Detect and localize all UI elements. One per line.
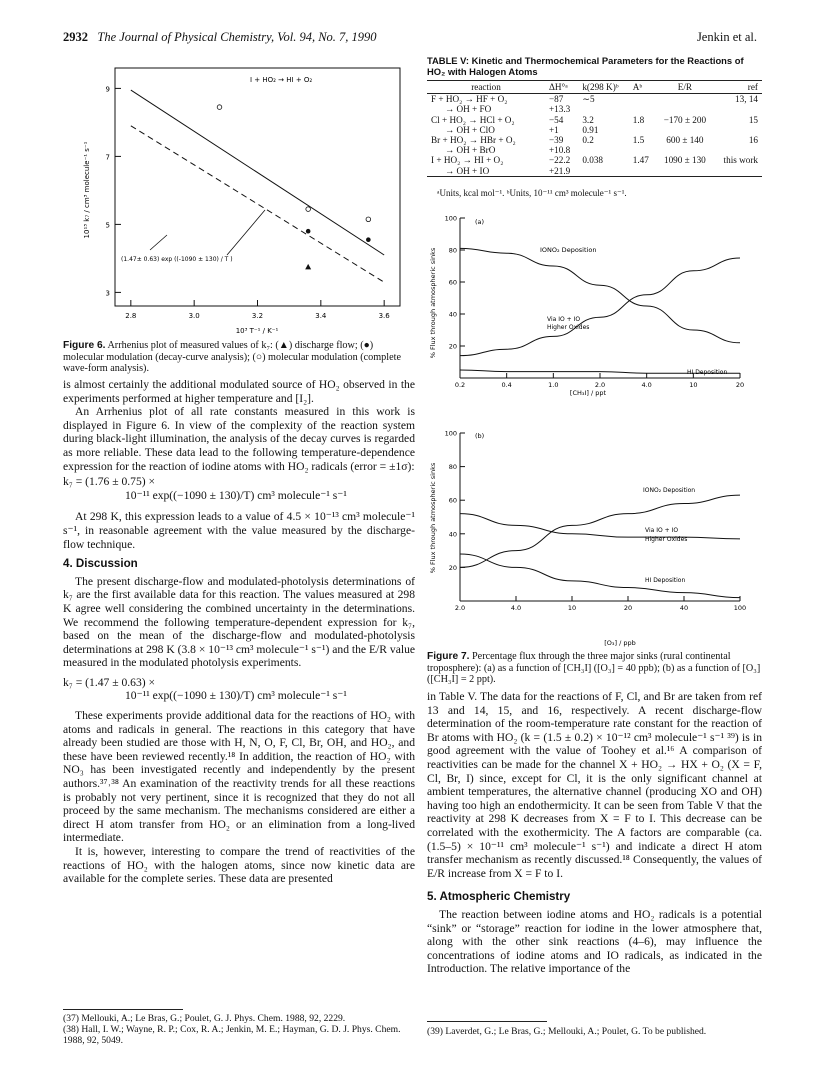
x-tick-label: 100	[733, 604, 747, 612]
table-cell: → OH + BrO	[445, 145, 496, 156]
x-tick-label: 10	[567, 604, 577, 612]
footnote: (37) Mellouki, A.; Le Bras, G.; Poulet, G. J. Phys. Chem. 1988, 92, 2229.	[63, 1013, 346, 1024]
table-cell	[656, 166, 713, 177]
table-cell	[629, 166, 656, 177]
panel-b-series-line-0	[460, 495, 740, 567]
equation-line: 10⁻¹¹ exp((−1090 ± 130)/T) cm³ molecule⁻¹ s⁻¹	[125, 488, 347, 502]
table-cell: +1	[549, 124, 559, 135]
footnote: (38) Hall, I. W.; Wayne, R. P.; Cox, R. A.; Jenkin, M. E.; Hayman, G. D. J. Phys. Chem. 1988, 92, 5049.	[63, 1024, 401, 1046]
table-cell: → OH + FO	[445, 104, 492, 115]
panel-a-io-label-2: Higher Oxides	[547, 324, 590, 331]
x-axis-label: 10³ T⁻¹ / K⁻¹	[235, 327, 279, 335]
panel-b-iono2-label: IONO₂ Deposition	[643, 487, 696, 494]
table-cell	[656, 94, 713, 105]
fit-lines	[131, 90, 384, 282]
panel-b-x-ticks	[455, 596, 746, 612]
table-cell: 0.2	[582, 135, 594, 146]
open-circle-point	[217, 105, 222, 110]
panel-a-y-label: % Flux through atmospheric sinks	[429, 247, 437, 359]
y-tick-label: 7	[105, 153, 110, 162]
table-cell: 1090 ± 130	[663, 155, 706, 166]
paragraph: An Arrhenius plot of all rate constants measured in this work is displayed in Figure 6. In view of the complexity of the reaction system during black-light illumination, the analysis of the decay curves is regarded as more reliable. These data lead to the following temperature-dependence expression for the reaction of iodine atoms with HO₂ radicals (error = ±1σ):	[63, 405, 415, 473]
table-cell	[629, 104, 656, 114]
open-circle-point	[366, 217, 371, 222]
table-cell	[714, 125, 762, 135]
y-tick-label: 40	[448, 310, 457, 319]
table-row	[427, 104, 762, 114]
table-cell: → OH + IO	[427, 166, 545, 177]
table-cell	[656, 145, 713, 155]
panel-a-tag: (a)	[475, 218, 485, 226]
figure-6-caption-text: Arrhenius plot of measured values of k₇: (▲) discharge flow; (●) molecular modulation (decay-curve analysis); (○) molecular modulation (complete wave-form analysis).	[63, 340, 401, 375]
x-tick-label: 40	[679, 604, 689, 612]
x-tick-label: 1.0	[548, 381, 559, 389]
figure-7-caption-label: Figure 7.	[427, 651, 470, 662]
x-tick-label: 3.2	[251, 312, 264, 320]
x-tick-label: 10	[689, 381, 698, 389]
y-tick-label: 60	[448, 496, 457, 505]
fit-label: (1.47± 0.63) exp ((-1090 ± 130) / T )	[121, 256, 233, 263]
table-cell: +13.3	[549, 104, 571, 115]
panel-b-y-label: % Flux through atmospheric sinks	[429, 462, 437, 574]
table-cell: +21.9	[545, 166, 578, 177]
y-axis-ticks	[106, 85, 121, 297]
y-tick-label: 100	[444, 214, 457, 223]
table-row	[427, 94, 762, 105]
table-row	[427, 155, 762, 165]
x-tick-label: 3.6	[378, 312, 390, 320]
table-cell	[629, 94, 656, 105]
table-body	[427, 94, 762, 177]
panel-a-series-line-1	[460, 258, 740, 356]
x-tick-label: 4.0	[641, 381, 652, 389]
table-cell	[714, 145, 762, 155]
table-row	[427, 135, 762, 145]
x-tick-label: 2.0	[454, 604, 466, 612]
solid-fit-line	[131, 90, 384, 255]
table-cell: −54	[549, 114, 564, 125]
right-column-text	[427, 690, 762, 976]
x-tick-label: 0.4	[501, 381, 512, 389]
left-column-text	[63, 378, 415, 886]
table-header-row	[427, 81, 762, 94]
x-tick-label: 20	[623, 604, 633, 612]
column-header: E/R	[656, 81, 713, 94]
panel-b-series-line-2	[460, 554, 740, 598]
table-cell: 16	[748, 135, 758, 146]
table-cell: this work	[723, 155, 758, 166]
table-row	[427, 115, 762, 125]
footnote-rule	[427, 1021, 547, 1022]
panel-a-y-ticks	[445, 215, 465, 351]
panel-b-x-label: [O₃] / ppb	[604, 639, 636, 647]
x-tick-label: 0.2	[454, 381, 466, 389]
x-tick-label: 4.0	[510, 604, 522, 612]
y-tick-label: 9	[105, 85, 110, 94]
y-tick-label: 5	[105, 221, 110, 230]
panel-b-y-ticks	[445, 430, 465, 572]
table-row	[427, 125, 762, 135]
y-tick-label: 20	[448, 342, 457, 351]
fit-label-arrow-shaft	[150, 235, 167, 250]
table-cell: 1.8	[632, 114, 645, 125]
paragraph: is almost certainly the additional modulated source of HO₂ observed in the experiments performed at higher temperature and [I₂].	[63, 378, 415, 405]
y-axis-label: 10¹³ k₇ / cm³ molecule⁻¹ s⁻¹	[83, 141, 91, 239]
right-footnotes	[427, 1026, 762, 1037]
panel-a-io-label: Via IO + IO	[547, 316, 581, 323]
table-cell: → OH + ClO	[445, 124, 495, 135]
table-5	[427, 80, 762, 177]
table-cell	[578, 104, 628, 114]
paragraph: These experiments provide additional data for the reactions of HO₂ with atoms and radicals in general. The reactions in this category that have already been studied are those with H, N, O, F, Cl, Br, OH, and HO₂, and these have been reviewed recently.¹⁸ In addition, the reaction of HO₂ with NO₃ has been investigated recently and independently by the present authors.³⁷˒³⁸ An examination of the reactivity trends for all these reactions is probably not very pertinent, since it is recognized that they do not all proceed by the same mechanism. The mechanisms considered are either a direct H atom transfer from HO₂ or an elimination from a long-lived intermediate.	[63, 709, 415, 845]
paragraph: It is, however, interesting to compare the trend of reactivities of the reactions of HO₂ with the halogen atoms, since now kinetic data are available for the complete series. These data are presented	[63, 845, 415, 886]
table-cell	[656, 125, 713, 135]
table-cell: 15	[748, 114, 758, 125]
x-tick-label: 3.4	[315, 312, 327, 320]
table-cell: I + HO₂ → HI + O₂	[431, 155, 504, 166]
table-cell: Br + HO₂ → HBr + O₂	[431, 135, 516, 146]
open-circle-point	[306, 207, 311, 212]
left-footnotes	[63, 1013, 415, 1046]
x-tick-label: 2.8	[125, 312, 137, 320]
y-tick-label: 100	[444, 429, 457, 438]
y-tick-label: 60	[448, 278, 457, 287]
paragraph: in Table V. The data for the reactions of F, Cl, and Br are taken from ref 13 and 14, 15, and 16, respectively. A recent discharge-flow determination of the room-temperature rate constant for the reaction of Br atoms with HO₂ (k = (1.5 ± 0.2) × 10⁻¹² cm³ molecule⁻¹ s⁻¹ ³⁹) is in good agreement with the value of Toohey et al.¹⁶ A comparison of reactivities can be made for the channel X + HO₂ → HX + O₂ (X = F, Cl, Br, I) since, except for Cl, it is the only significant channel at ambient temperatures, the alternative channel (producing XO and OH) having too high an endothermicity. It can be seen from Table V that the reactivity at 298 K decreases from X = F to I. This decrease can be correlated with the exothermicity. The A factors are comparable (ca. (1.5–5) × 10⁻¹¹ cm³ molecule⁻¹ s⁻¹) and indicate a direct H atom transfer mechanism as recently discussed.¹⁸ Consequently, the values of E/R increase from X = F to I.	[427, 690, 762, 880]
column-header: k(298 K)ᵇ	[578, 81, 628, 94]
table-cell	[578, 166, 628, 177]
paragraph: The reaction between iodine atoms and HO₂ radicals is a potential “sink” or “storage” reaction for iodine in the lower atmosphere that, along with the other sink reactions (4–6), may influence the concentrations of iodine atoms and IO radicals, as indicated in the Introduction. The relative importance of the	[427, 907, 762, 976]
table-cell: −39	[549, 135, 564, 146]
table-cell: −87	[549, 94, 564, 105]
table-cell: Cl + HO₂ → HCl + O₂	[431, 114, 515, 125]
equation-line: 10⁻¹¹ exp((−1090 ± 130)/T) cm³ molecule⁻¹ s⁻¹	[125, 689, 347, 703]
panel-b-io-label-2: Higher Oxides	[645, 536, 688, 543]
panel-b-tag: (b)	[475, 432, 485, 440]
figure-6-caption-label: Figure 6.	[63, 340, 106, 351]
reaction-label: I + HO₂ → HI + O₂	[250, 76, 313, 84]
table-cell	[714, 104, 762, 114]
table-5-title: TABLE V: Kinetic and Thermochemical Parameters for the Reactions of HO₂ with Halogen Atoms	[427, 55, 744, 77]
column-header: Aᵇ	[629, 81, 656, 94]
table-cell: −22.2	[549, 155, 571, 166]
journal-citation: The Journal of Physical Chemistry, Vol. 94, No. 7, 1990	[97, 30, 377, 44]
plot-frame	[115, 68, 400, 306]
x-tick-label: 20	[735, 381, 745, 389]
table-cell: 1.5	[632, 135, 645, 146]
page-number: 2932	[63, 30, 88, 44]
x-tick-label: 2.0	[594, 381, 606, 389]
filled-circle-point	[306, 229, 311, 234]
table-row	[427, 145, 762, 155]
x-axis-ticks	[125, 300, 390, 320]
table-cell: ∼5	[582, 94, 595, 105]
paragraph: At 298 K, this expression leads to a value of 4.5 × 10⁻¹³ cm³ molecule⁻¹ s⁻¹, in reasonable agreement with the value measured by the discharge-flow technique.	[63, 510, 415, 551]
table-cell	[578, 145, 628, 155]
table-5-footnote: ᵃUnits, kcal mol⁻¹. ᵇUnits, 10⁻¹¹ cm³ molecule⁻¹ s⁻¹.	[437, 188, 627, 198]
panel-a-series-line-0	[460, 248, 740, 342]
panel-a-series	[460, 248, 740, 373]
figure-7-plot	[425, 208, 770, 648]
panel-b-series	[460, 495, 740, 597]
panel-a-hi-label: HI Deposition	[687, 369, 728, 376]
table-cell: −170 ± 200	[663, 114, 707, 125]
section-heading: 4. Discussion	[63, 557, 138, 571]
table-cell: F + HO₂ → HF + O₂	[431, 94, 508, 105]
equation-line: k₇ = (1.47 ± 0.63) ×	[63, 675, 156, 689]
triangle-point	[305, 264, 311, 270]
table-cell: 0.91	[582, 124, 599, 135]
figure-7-caption	[427, 651, 762, 686]
panel-b-series-line-1	[460, 514, 740, 539]
table-cell: 600 ± 140	[666, 135, 704, 146]
x-tick-label: 3.0	[188, 312, 200, 320]
table-cell	[656, 104, 713, 114]
figure-6-plot	[75, 60, 415, 335]
data-points	[217, 105, 370, 270]
footnote: (39) Laverdet, G.; Le Bras, G.; Mellouki, A.; Poulet, G. To be published.	[427, 1026, 707, 1037]
column-header: ΔH°ᵃ	[545, 81, 578, 94]
table-cell: 13, 14	[735, 94, 758, 105]
panel-b-hi-label: HI Deposition	[645, 577, 686, 584]
panel-a-iono2-label: IONO₂ Deposition	[540, 246, 597, 254]
panel-b-io-label: Via IO + IO	[645, 527, 679, 534]
column-header: reaction	[427, 81, 545, 94]
page-header-left	[63, 30, 377, 45]
fit-label-pointer	[227, 210, 265, 255]
column-header: ref	[714, 81, 762, 94]
table-cell	[629, 145, 656, 155]
paragraph: The present discharge-flow and modulated-photolysis determinations of k₇ are the first available data for this reaction. The values measured at 298 K agree well considering the combined uncertainty in the determinations. We recommend the following temperature-dependent expression for k₇, based on the mean of the discharge-flow and modulated-photolysis determinations at 298 K (3.8 × 10⁻¹³ cm³ molecule⁻¹ s⁻¹) and the E/R value measured in the modulated photolysis experiments.	[63, 574, 416, 670]
filled-circle-point	[366, 237, 371, 242]
figure-6-caption	[63, 340, 415, 375]
panel-a-x-label: [CH₃I] / ppt	[569, 389, 607, 397]
page-header-authors: Jenkin et al.	[696, 30, 757, 44]
y-tick-label: 80	[448, 463, 457, 472]
table-cell: 1.47	[632, 155, 649, 166]
section-heading: 5. Atmospheric Chemistry	[427, 890, 571, 904]
y-tick-label: 3	[105, 289, 110, 298]
table-cell: 0.038	[582, 155, 603, 166]
table-cell	[629, 125, 656, 135]
figure-7-caption-text: Percentage flux through the three major sinks (rural continental troposphere): (a) as a function of [CH₃I] ([O₃] = 40 ppb); (b) as a function of [O₃] ([CH₃I] = 2 ppt).	[427, 651, 761, 686]
table-cell: 3.2	[582, 114, 594, 125]
table-cell: +10.8	[549, 145, 571, 156]
footnote-rule	[63, 1009, 183, 1010]
table-cell	[714, 166, 762, 177]
equation-line: k₇ = (1.76 ± 0.75) ×	[63, 475, 156, 489]
table-row	[427, 166, 762, 177]
y-tick-label: 40	[448, 530, 457, 539]
y-tick-label: 80	[448, 246, 457, 255]
y-tick-label: 20	[448, 563, 457, 572]
